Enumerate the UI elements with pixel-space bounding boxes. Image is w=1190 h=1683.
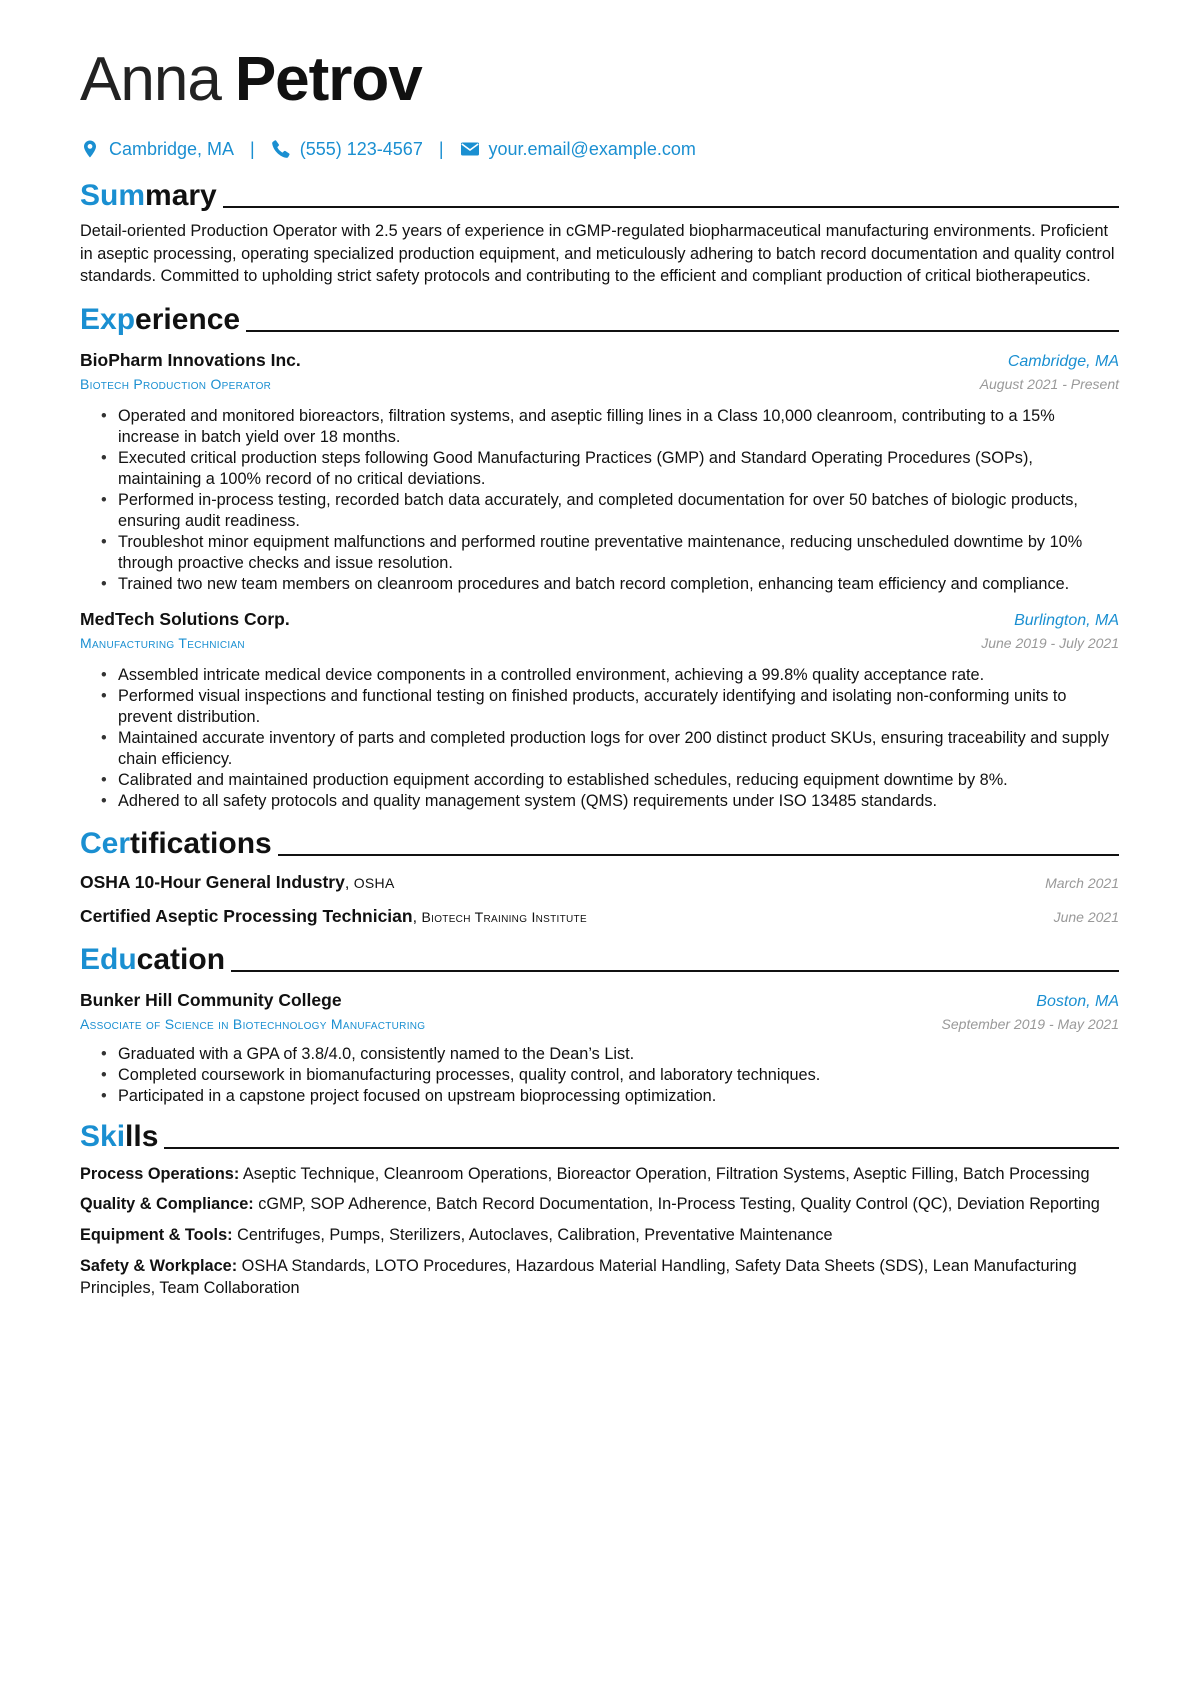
title-rest: cation: [136, 942, 226, 976]
skill-value: OSHA Standards, LOTO Procedures, Hazardous Material Handling, Safety Data Sheets (SDS), Lean Manufacturing Principles, Team Collaboration: [80, 1256, 1077, 1298]
education-dates: September 2019 - May 2021: [941, 1015, 1119, 1032]
section-title: [80, 826, 272, 862]
section-title: [80, 942, 225, 978]
list-item: • Troubleshot minor equipment malfunctions and performed routine preventative maintenance, reducing unscheduled downtime by 10% through proactive checks and issue resolution.: [118, 532, 1119, 574]
title-accent: Exp: [80, 302, 136, 336]
company-name: MedTech Solutions Corp.: [80, 608, 290, 629]
section-rule: [223, 206, 1119, 208]
skill-line: [80, 1163, 1119, 1186]
list-item: • Calibrated and maintained production equipment according to established schedules, reducing equipment downtime by 8%.: [118, 770, 1119, 791]
certification-date: June 2021: [1053, 908, 1119, 925]
job-location: Burlington, MA: [1014, 611, 1119, 629]
summary-heading: [80, 176, 1119, 214]
list-item: • Trained two new team members on cleanroom procedures and batch record completion, enhancing team efficiency and compliance.: [118, 574, 1119, 595]
skill-label: Safety & Workplace:: [80, 1256, 238, 1275]
phone-icon: [271, 139, 291, 159]
company-name: BioPharm Innovations Inc.: [80, 349, 301, 370]
school-location: Boston, MA: [1036, 992, 1119, 1010]
degree: Associate of Science in Biotechnology Manufacturing: [80, 1015, 426, 1032]
phone-text: (555) 123-4567: [299, 138, 423, 159]
education-entry: [80, 988, 1119, 1107]
list-item: • Executed critical production steps following Good Manufacturing Practices (GMP) and Standard Operating Procedures (SOPs), maintaining a 100% record of no critical deviations.: [118, 448, 1119, 490]
certification-item: OSHA 10-Hour General Industry, OSHA March 2021: [80, 871, 1119, 892]
list-item: • Adhered to all safety protocols and quality management system (QMS) requirements under ISO 13485 standards.: [118, 791, 1119, 812]
job-dates: June 2019 - July 2021: [981, 634, 1119, 651]
title-rest: lls: [125, 1119, 159, 1153]
map-marker-icon: [80, 139, 100, 159]
contact-line: [80, 134, 1119, 164]
skill-value: cGMP, SOP Adherence, Batch Record Documentation, In-Process Testing, Quality Control (QC), Deviation Reporting: [258, 1195, 1100, 1214]
first-name: Anna: [80, 45, 221, 114]
experience-heading: [80, 300, 1119, 338]
skill-value: Aseptic Technique, Cleanroom Operations, Bioreactor Operation, Filtration Systems, Aseptic Filling, Batch Processing: [242, 1164, 1090, 1183]
section-rule: [231, 970, 1119, 972]
title-rest: erience: [135, 302, 241, 336]
title-accent: Cer: [80, 826, 131, 860]
job-entry: [80, 348, 1119, 595]
envelope-icon: [460, 139, 480, 159]
list-item: • Operated and monitored bioreactors, filtration systems, and aseptic filling lines in a Class 10,000 cleanroom, contributing to a 15% increase in batch yield over 18 months.: [118, 406, 1119, 448]
title-rest: tifications: [130, 826, 272, 860]
skill-label: Equipment & Tools:: [80, 1225, 233, 1244]
location-text: Cambridge, MA: [109, 138, 235, 159]
certification-issuer: Biotech Training Institute: [421, 908, 587, 925]
list-item: • Performed in-process testing, recorded batch data accurately, and completed documentation for over 50 batches of biologic products, ensuring audit readiness.: [118, 490, 1119, 532]
list-item: • Completed coursework in biomanufacturing processes, quality control, and laboratory techniques.: [118, 1065, 1119, 1086]
job-location: Cambridge, MA: [1007, 352, 1119, 370]
email-text: your.email@example.com: [488, 138, 696, 159]
list-item: • Participated in a capstone project focused on upstream bioprocessing optimization.: [118, 1086, 1119, 1107]
section-title: [80, 178, 217, 214]
section-title: [80, 1119, 158, 1155]
contact-phone[interactable]: [271, 139, 423, 160]
school-name: Bunker Hill Community College: [80, 989, 342, 1010]
skill-label: Process Operations:: [80, 1164, 240, 1183]
job-entry: [80, 607, 1119, 812]
section-title: [80, 302, 240, 338]
skills-heading: [80, 1117, 1119, 1155]
skill-line: [80, 1224, 1119, 1247]
skill-value: Centrifuges, Pumps, Sterilizers, Autoclaves, Calibration, Preventative Maintenance: [237, 1225, 833, 1244]
title-accent: Sum: [80, 179, 146, 212]
title-accent: Ski: [80, 1119, 126, 1153]
certification-name: OSHA 10-Hour General Industry: [80, 871, 345, 892]
section-rule: [164, 1147, 1119, 1149]
last-name: Petrov: [234, 45, 422, 114]
resume-page: [80, 40, 1119, 1300]
skill-line: [80, 1193, 1119, 1216]
skill-label: Quality & Compliance:: [80, 1195, 254, 1214]
job-dates: August 2021 - Present: [979, 375, 1119, 392]
job-role: Biotech Production Operator: [80, 375, 272, 392]
contact-email[interactable]: [460, 139, 696, 160]
summary-text: Detail-oriented Production Operator with 2.5 years of experience in cGMP-regulated biopharmaceutical manufacturing environments. Proficient in aseptic processing, operating specialized production equipment, and meticulously adhering to batch record documentation and quality control standards. Committed to upholding strict safety protocols and contributing to the efficient and compliant production of critical biotherapeutics.: [80, 222, 1115, 286]
list-item: • Maintained accurate inventory of parts and completed production logs for over 200 distinct product SKUs, ensuring traceability and supply chain efficiency.: [118, 728, 1119, 770]
education-bullets: [80, 1044, 1119, 1107]
contact-location: [80, 139, 234, 160]
skill-line: [80, 1255, 1119, 1300]
certifications-heading: [80, 824, 1119, 862]
list-item: • Performed visual inspections and functional testing on finished products, accurately identifying and isolating non-conforming units to prevent distribution.: [118, 686, 1119, 728]
job-role: Manufacturing Technician: [80, 634, 245, 651]
certification-name: Certified Aseptic Processing Technician: [80, 905, 413, 926]
title-rest: mary: [145, 179, 217, 212]
contact-separator: |: [250, 138, 255, 159]
job-bullets: [80, 665, 1119, 812]
certification-issuer: OSHA: [353, 874, 395, 891]
job-bullets: [80, 406, 1119, 595]
certification-item: Certified Aseptic Processing Technician, Biotech Training Institute June 2021: [80, 905, 1119, 926]
section-rule: [278, 854, 1119, 856]
contact-separator: |: [438, 138, 444, 159]
list-item: • Graduated with a GPA of 3.8/4.0, consistently named to the Dean’s List.: [118, 1044, 1119, 1065]
section-rule: [246, 330, 1119, 332]
candidate-name: [80, 40, 1119, 120]
education-heading: [80, 940, 1119, 978]
certification-date: March 2021: [1045, 874, 1119, 891]
title-accent: Edu: [80, 942, 137, 976]
list-item: • Assembled intricate medical device components in a controlled environment, achieving a 99.8% quality acceptance rate.: [118, 665, 1119, 686]
